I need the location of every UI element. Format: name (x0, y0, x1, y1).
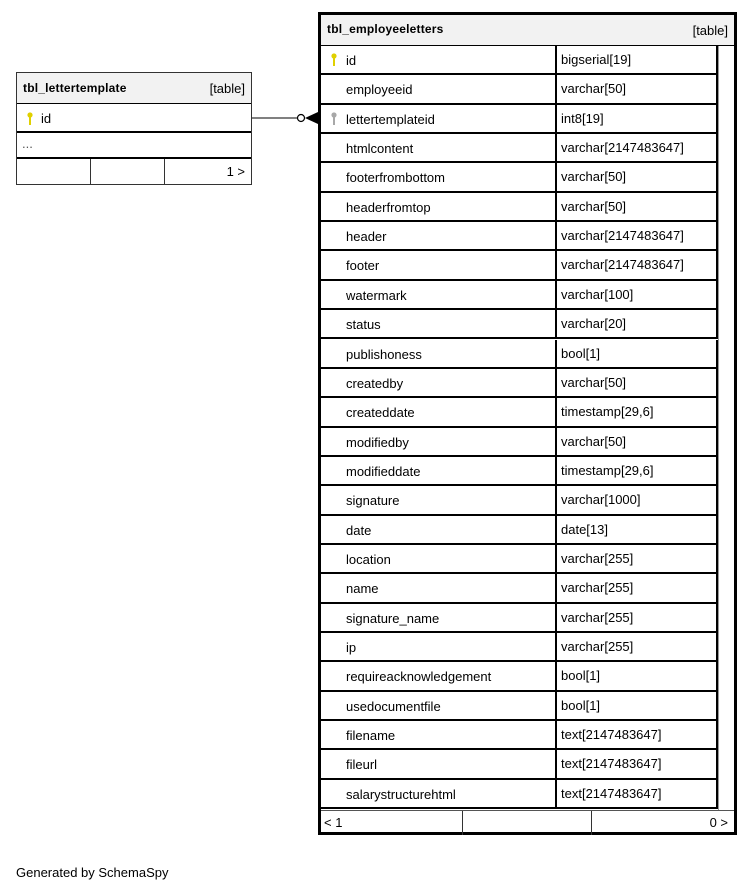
extra-column (718, 46, 734, 810)
table-kind-label: [table] (209, 81, 245, 96)
column-name: htmlcontent (321, 134, 557, 161)
table-name[interactable]: tbl_employeeletters (327, 22, 444, 36)
column-row[interactable] (321, 46, 718, 75)
column-row[interactable] (321, 251, 718, 280)
column-name: footerfrombottom (321, 163, 557, 190)
column-name: status (321, 310, 557, 337)
column-name: watermark (321, 281, 557, 308)
column-type: text[2147483647] (561, 727, 662, 743)
column-name: salarystructurehtml (321, 780, 557, 807)
column-row[interactable] (321, 163, 718, 192)
column-row[interactable] (321, 398, 718, 427)
column-type: varchar[2147483647] (561, 257, 684, 273)
column-type: varchar[2147483647] (561, 140, 684, 156)
column-type: bool[1] (561, 668, 601, 684)
column-row[interactable] (321, 193, 718, 222)
footer-children-count[interactable]: 0 > (709, 815, 728, 830)
column-name: signature_name (321, 604, 557, 631)
column-type: varchar[255] (561, 550, 634, 566)
more-columns-row (17, 133, 251, 159)
column-row[interactable] (321, 633, 718, 662)
column-row[interactable] (321, 75, 718, 104)
zero-cardinality-icon (298, 115, 305, 122)
footer-middle (91, 159, 165, 184)
column-name: ip (321, 633, 557, 660)
column-type: varchar[50] (561, 169, 627, 185)
column-type: varchar[255] (561, 609, 634, 625)
column-row[interactable] (321, 780, 718, 809)
column-row[interactable] (321, 662, 718, 691)
column-row[interactable] (321, 574, 718, 603)
column-row[interactable] (321, 692, 718, 721)
table-kind-label: [table] (692, 23, 728, 38)
column-name: location (321, 545, 557, 572)
column-name: footer (321, 251, 557, 278)
table-header (17, 73, 251, 104)
table-header (321, 15, 734, 46)
column-type: date[13] (561, 521, 608, 537)
column-name: signature (321, 486, 557, 513)
column-name: requireacknowledgement (321, 662, 557, 689)
column-row[interactable] (321, 105, 718, 134)
column-name: id (41, 111, 52, 126)
column-name: modifiedby (321, 428, 557, 455)
column-type: varchar[50] (561, 198, 627, 214)
column-name: name (321, 574, 557, 601)
column-name: id (321, 46, 557, 73)
column-name: date (321, 516, 557, 543)
column-type: bool[1] (561, 697, 601, 713)
footer-children-count[interactable]: 1 > (226, 164, 245, 179)
column-type: text[2147483647] (561, 785, 662, 801)
column-row[interactable] (321, 750, 718, 779)
column-name: fileurl (321, 750, 557, 777)
column-row[interactable] (321, 516, 718, 545)
column-row[interactable] (321, 486, 718, 515)
table-name[interactable]: tbl_lettertemplate (23, 81, 127, 95)
column-type: varchar[100] (561, 286, 634, 302)
column-type: text[2147483647] (561, 756, 662, 772)
column-name: createdby (321, 369, 557, 396)
table-employeeletters[interactable] (318, 12, 737, 835)
column-type: varchar[1000] (561, 492, 641, 508)
column-type: varchar[50] (561, 81, 627, 97)
column-name: lettertemplateid (321, 105, 557, 132)
table-footer (17, 159, 251, 184)
crowfoot-many-icon (305, 112, 318, 124)
column-type: varchar[255] (561, 580, 634, 596)
relationship-connector (252, 108, 322, 128)
column-type: timestamp[29,6] (561, 462, 654, 478)
table-lettertemplate[interactable] (16, 72, 252, 185)
footer-middle (463, 811, 592, 835)
table-footer (321, 810, 734, 835)
column-row[interactable] (17, 104, 251, 133)
column-type: bool[1] (561, 345, 601, 361)
column-row[interactable] (321, 457, 718, 486)
column-type: timestamp[29,6] (561, 404, 654, 420)
column-type: int8[19] (561, 110, 604, 126)
ellipsis: ... (22, 136, 33, 151)
column-row[interactable] (321, 340, 718, 369)
column-type: varchar[50] (561, 433, 627, 449)
column-row[interactable] (321, 222, 718, 251)
column-name: headerfromtop (321, 193, 557, 220)
footer-parents-count[interactable]: < 1 (321, 811, 463, 835)
column-name: modifieddate (321, 457, 557, 484)
column-name: publishoness (321, 340, 557, 367)
column-name: header (321, 222, 557, 249)
column-name: createddate (321, 398, 557, 425)
column-name: employeeid (321, 75, 557, 102)
column-type: varchar[255] (561, 639, 634, 654)
column-name: usedocumentfile (321, 692, 557, 719)
column-type: varchar[20] (561, 316, 627, 332)
column-type: varchar[2147483647] (561, 228, 684, 244)
column-row[interactable] (321, 604, 718, 633)
column-row[interactable] (321, 134, 718, 163)
column-name: filename (321, 721, 557, 748)
column-row[interactable] (321, 721, 718, 750)
column-row[interactable] (321, 369, 718, 398)
column-row[interactable] (321, 310, 718, 339)
column-type: varchar[50] (561, 374, 627, 390)
column-type: bigserial[19] (561, 52, 632, 67)
column-row[interactable] (321, 428, 718, 457)
column-row[interactable] (321, 281, 718, 310)
primary-key-icon (27, 112, 33, 126)
footer-left (17, 159, 91, 184)
generated-by-note: Generated by SchemaSpy (16, 865, 169, 880)
column-row[interactable] (321, 545, 718, 574)
